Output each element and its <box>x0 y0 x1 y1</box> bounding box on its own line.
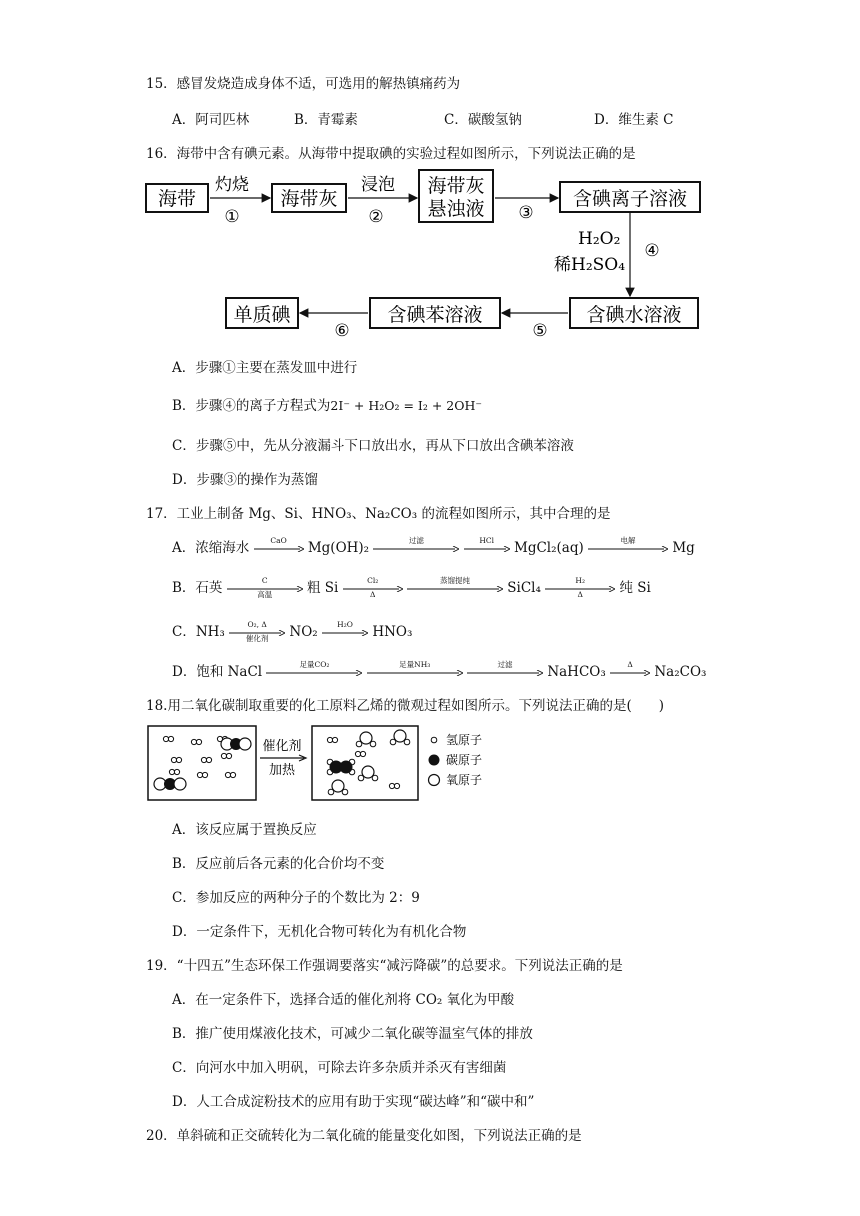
q17-a-product-3: Mg <box>672 540 695 556</box>
flow-step4-number: ④ <box>644 241 660 261</box>
q19-option-a: A．在一定条件下，选择合适的催化剂将 CO₂ 氧化为甲酸 <box>172 992 515 1008</box>
q17-a-start: A．浓缩海水 <box>172 540 250 556</box>
q18-option-b: B．反应前后各元素的化合价均不变 <box>172 856 385 872</box>
q17-b-arrow-4: H₂ Δ <box>545 580 615 598</box>
q17-option-b <box>172 576 651 598</box>
q17-b-start: B．石英 <box>172 580 223 596</box>
q17-a-arrow-4: 电解 <box>588 540 668 558</box>
q17-d-arrow-2: 足量NH₃ <box>367 664 463 682</box>
q17-a-product-2: MgCl₂(aq) <box>514 540 584 556</box>
q17-c-arrow-1: O₂, Δ 催化剂 <box>229 624 285 642</box>
flow-box-suspension-line1: 海带灰 <box>427 175 485 197</box>
flow-box-iodide-solution-label: 含碘离子溶液 <box>572 188 688 210</box>
q17-d-arrow-3: 过滤 <box>467 664 543 682</box>
q18-option-c: C．参加反应的两种分子的个数比为 2：9 <box>172 890 420 906</box>
q17-d-arrow-4: Δ <box>610 664 650 682</box>
flow-reagent-h2so4: 稀H₂SO₄ <box>554 255 626 275</box>
flow-box-seaweed-label: 海带 <box>157 188 197 210</box>
q19-option-b: B．推广使用煤液化技术，可减少二氧化碳等温室气体的排放 <box>172 1026 533 1042</box>
q16-flow-diagram <box>140 168 710 340</box>
legend-hydrogen-label: 氢原子 <box>446 733 483 747</box>
q18-stem: 18.用二氧化碳制取重要的化工原料乙烯的微观过程如图所示。下列说法正确的是( ) <box>146 698 665 714</box>
q17-b-arrow-3: 蒸馏提纯 <box>407 580 503 598</box>
q15-option-d: D．维生素 C <box>594 112 674 128</box>
legend-oxygen-label: 氧原子 <box>446 773 483 787</box>
q16-stem: 16．海带中含有碘元素。从海带中提取碘的实验过程如图所示，下列说法正确的是 <box>146 146 636 162</box>
q17-c-product-1: NO₂ <box>289 624 318 640</box>
flow-reagent-h2o2: H₂O₂ <box>578 229 621 249</box>
flow-step5-number: ⑤ <box>532 321 548 340</box>
q16-option-b-text: B．步骤④的离子方程式为 <box>172 398 331 414</box>
q15-options <box>0 108 860 128</box>
flow-box-iodine-benzene-label: 含碘苯溶液 <box>387 304 483 326</box>
q16-option-d: D．步骤③的操作为蒸馏 <box>172 472 318 488</box>
q18-molecule-diagram <box>144 720 504 804</box>
q17-option-c <box>172 620 412 642</box>
flow-step6-number: ⑥ <box>334 321 350 340</box>
q17-option-d <box>172 660 706 682</box>
q17-a-arrow-3: HCl <box>464 540 510 558</box>
q17-d-product-2: Na₂CO₃ <box>654 664 707 680</box>
flow-box-iodine-label: 单质碘 <box>233 304 291 326</box>
q17-c-product-2: HNO₃ <box>372 624 413 640</box>
q17-b-arrow-2: Cl₂ Δ <box>343 580 403 598</box>
q18-condition-heat: 加热 <box>268 763 296 778</box>
q15-stem: 15．感冒发烧造成身体不适，可选用的解热镇痛药为 <box>146 76 461 92</box>
q17-b-product-2: SiCl₄ <box>507 580 541 596</box>
flow-step3-number: ③ <box>518 203 534 223</box>
q17-b-product-3: 纯 Si <box>619 580 651 596</box>
q19-option-d: D．人工合成淀粉技术的应用有助于实现“碳达峰”和“碳中和” <box>172 1094 535 1110</box>
q16-option-c: C．步骤⑤中，先从分液漏斗下口放出水，再从下口放出含碘苯溶液 <box>172 438 574 454</box>
q15-option-c: C．碳酸氢钠 <box>444 112 522 128</box>
q17-option-a <box>172 536 695 558</box>
q16-option-a: A．步骤①主要在蒸发皿中进行 <box>172 360 358 376</box>
flow-step1-number: ① <box>224 207 240 227</box>
q16-option-b-equation: 2I⁻ + H₂O₂ = I₂ + 2OH⁻ <box>330 398 482 413</box>
flow-step2-label: 浸泡 <box>361 175 395 195</box>
q15-option-a: A．阿司匹林 <box>172 112 250 128</box>
legend-hydrogen-icon <box>431 737 437 743</box>
flow-step2-number: ② <box>368 207 384 227</box>
q17-d-product-1: NaHCO₃ <box>547 664 606 680</box>
flow-step1-label: 灼烧 <box>215 175 249 195</box>
co2-molecule-2 <box>154 778 186 790</box>
q18-option-a: A．该反应属于置换反应 <box>172 822 317 838</box>
q20-stem: 20．单斜硫和正交硫转化为二氧化硫的能量变化如图，下列说法正确的是 <box>146 1128 582 1144</box>
q18-condition-catalyst: 催化剂 <box>262 739 302 754</box>
q17-b-arrow-1: C 高温 <box>227 580 303 598</box>
q15-option-b: B．青霉素 <box>294 112 358 128</box>
q16-option-b <box>172 394 482 414</box>
q17-b-product-1: 粗 Si <box>307 580 339 596</box>
legend-carbon-label: 碳原子 <box>446 753 483 767</box>
flow-box-suspension-line2: 悬浊液 <box>427 198 485 220</box>
flow-box-iodine-water-label: 含碘水溶液 <box>586 304 682 326</box>
q17-c-start: C．NH₃ <box>172 624 225 640</box>
q17-d-start: D．饱和 NaCl <box>172 664 263 680</box>
legend-carbon-icon <box>429 755 440 766</box>
q19-option-c: C．向河水中加入明矾，可除去许多杂质并杀灭有害细菌 <box>172 1060 507 1076</box>
flow-box-ash-label: 海带灰 <box>280 188 338 210</box>
legend-oxygen-icon <box>429 775 440 786</box>
q18-option-d: D．一定条件下，无机化合物可转化为有机化合物 <box>172 924 467 940</box>
q19-stem: 19．“十四五”生态环保工作强调要落实“减污降碳”的总要求。下列说法正确的是 <box>146 958 623 974</box>
q17-c-arrow-2: H₂O <box>322 624 368 642</box>
q17-stem: 17．工业上制备 Mg、Si、HNO₃、Na₂CO₃ 的流程如图所示，其中合理的是 <box>146 506 611 522</box>
q17-d-arrow-1: 足量CO₂ <box>266 664 362 682</box>
co2-molecule-1 <box>221 738 251 750</box>
q17-a-product-1: Mg(OH)₂ <box>307 540 370 556</box>
q17-a-arrow-1: CaO <box>254 540 304 558</box>
q17-a-arrow-2: 过滤 <box>373 540 459 558</box>
